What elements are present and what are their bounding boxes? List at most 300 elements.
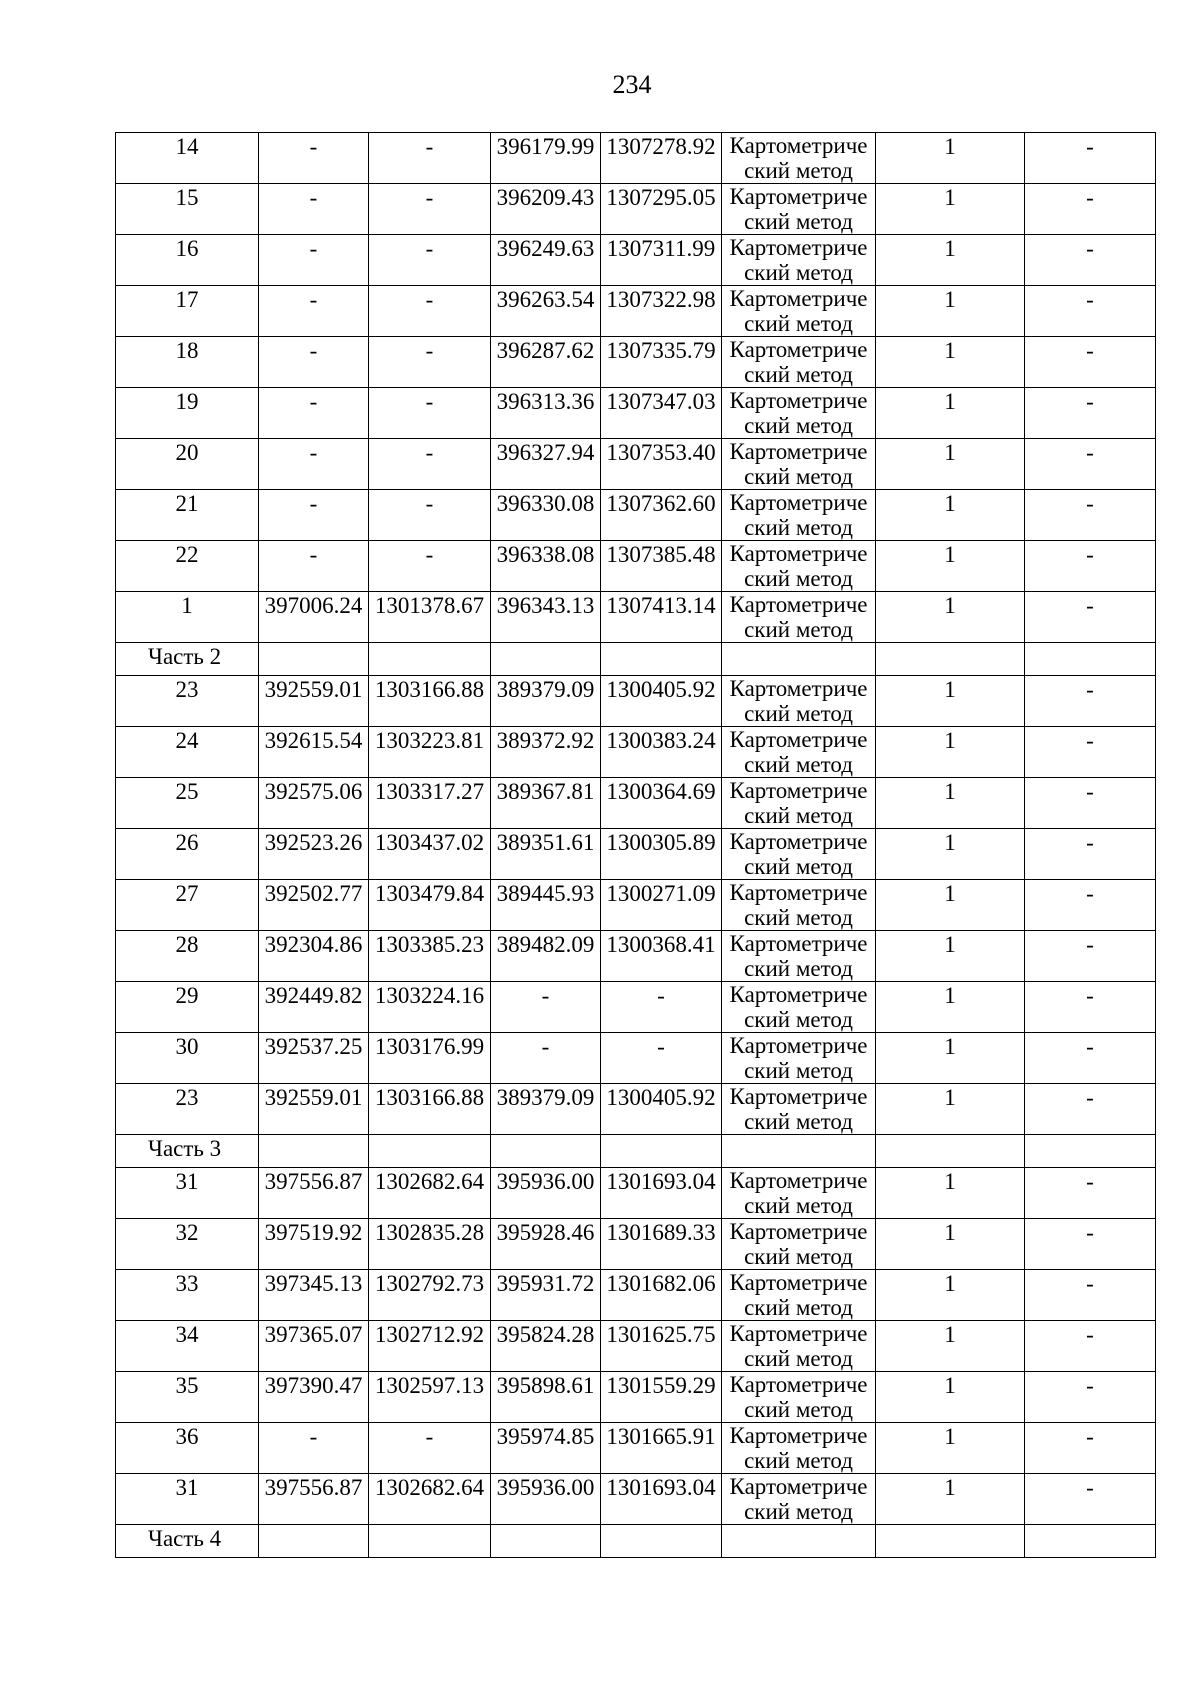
x-existing-cell: 392537.25 (259, 1033, 369, 1084)
accuracy-cell: 1 (876, 1321, 1025, 1372)
method-line1: Картометриче (729, 439, 868, 464)
y-existing-cell: 1303317.27 (369, 778, 491, 829)
empty-cell (369, 1135, 491, 1168)
y-new-cell: 1301682.06 (601, 1270, 722, 1321)
note-cell: - (1025, 133, 1156, 184)
accuracy-cell: 1 (876, 133, 1025, 184)
method-line1: Картометриче (729, 1219, 868, 1244)
accuracy-cell: 1 (876, 1474, 1025, 1525)
note-cell: - (1025, 1168, 1156, 1219)
method-line2: ский метод (744, 158, 853, 183)
method-cell (722, 880, 876, 931)
point-number-cell: 29 (116, 982, 259, 1033)
method-line1: Картометриче (729, 1033, 868, 1058)
table-row (116, 439, 1156, 490)
x-new-cell: 396313.36 (491, 388, 601, 439)
empty-cell (876, 643, 1025, 676)
method-line2: ский метод (744, 1007, 853, 1032)
point-number-cell: 28 (116, 931, 259, 982)
accuracy-cell: 1 (876, 184, 1025, 235)
part-header-row (116, 1135, 1156, 1168)
y-new-cell: 1301689.33 (601, 1219, 722, 1270)
accuracy-cell: 1 (876, 337, 1025, 388)
y-existing-cell: - (369, 541, 491, 592)
method-cell (722, 1270, 876, 1321)
method-line1: Картометриче (729, 1372, 868, 1397)
y-existing-cell: - (369, 235, 491, 286)
x-new-cell: 389372.92 (491, 727, 601, 778)
x-existing-cell: - (259, 439, 369, 490)
empty-cell (491, 1525, 601, 1558)
table-body (116, 133, 1156, 1558)
point-number-cell: 24 (116, 727, 259, 778)
point-number-cell: 31 (116, 1168, 259, 1219)
y-existing-cell: 1303176.99 (369, 1033, 491, 1084)
point-number-cell: 14 (116, 133, 259, 184)
x-existing-cell: - (259, 337, 369, 388)
point-number-cell: 1 (116, 592, 259, 643)
empty-cell (491, 643, 601, 676)
x-existing-cell: - (259, 133, 369, 184)
x-new-cell: 396287.62 (491, 337, 601, 388)
y-existing-cell: 1302835.28 (369, 1219, 491, 1270)
x-new-cell: - (491, 1033, 601, 1084)
x-existing-cell: 392559.01 (259, 676, 369, 727)
method-line1: Картометриче (729, 286, 868, 311)
method-cell (722, 184, 876, 235)
x-new-cell: 396209.43 (491, 184, 601, 235)
method-line2: ский метод (744, 260, 853, 285)
point-number-cell: 26 (116, 829, 259, 880)
method-cell (722, 286, 876, 337)
x-existing-cell: 392502.77 (259, 880, 369, 931)
y-new-cell: 1307295.05 (601, 184, 722, 235)
method-line2: ский метод (744, 362, 853, 387)
accuracy-cell: 1 (876, 1084, 1025, 1135)
method-cell (722, 1168, 876, 1219)
point-number-cell: 34 (116, 1321, 259, 1372)
note-cell: - (1025, 592, 1156, 643)
method-line1: Картометриче (729, 235, 868, 260)
method-cell (722, 439, 876, 490)
y-existing-cell: 1302712.92 (369, 1321, 491, 1372)
empty-cell (259, 1135, 369, 1168)
method-line1: Картометриче (729, 490, 868, 515)
point-number-cell: 19 (116, 388, 259, 439)
accuracy-cell: 1 (876, 439, 1025, 490)
empty-cell (722, 1525, 876, 1558)
empty-cell (722, 643, 876, 676)
method-line2: ский метод (744, 854, 853, 879)
empty-cell (722, 1135, 876, 1168)
method-cell (722, 490, 876, 541)
x-existing-cell: - (259, 286, 369, 337)
note-cell: - (1025, 286, 1156, 337)
table-row (116, 1270, 1156, 1321)
x-existing-cell: 397390.47 (259, 1372, 369, 1423)
y-existing-cell: - (369, 184, 491, 235)
point-number-cell: 17 (116, 286, 259, 337)
y-new-cell: 1300405.92 (601, 676, 722, 727)
y-new-cell: 1307311.99 (601, 235, 722, 286)
y-new-cell: 1300271.09 (601, 880, 722, 931)
note-cell: - (1025, 1033, 1156, 1084)
accuracy-cell: 1 (876, 829, 1025, 880)
y-existing-cell: 1302682.64 (369, 1474, 491, 1525)
method-line1: Картометриче (729, 1168, 868, 1193)
accuracy-cell: 1 (876, 880, 1025, 931)
empty-cell (1025, 1525, 1156, 1558)
y-new-cell: 1307278.92 (601, 133, 722, 184)
accuracy-cell: 1 (876, 1219, 1025, 1270)
x-new-cell: 395898.61 (491, 1372, 601, 1423)
note-cell: - (1025, 439, 1156, 490)
y-existing-cell: - (369, 133, 491, 184)
x-new-cell: 389445.93 (491, 880, 601, 931)
accuracy-cell: 1 (876, 1423, 1025, 1474)
method-line1: Картометриче (729, 541, 868, 566)
method-line2: ский метод (744, 1193, 853, 1218)
point-number-cell: 33 (116, 1270, 259, 1321)
x-new-cell: 396338.08 (491, 541, 601, 592)
note-cell: - (1025, 1474, 1156, 1525)
part-header-row (116, 643, 1156, 676)
y-new-cell: 1307385.48 (601, 541, 722, 592)
part-header-row (116, 1525, 1156, 1558)
x-new-cell: 396343.13 (491, 592, 601, 643)
table-row (116, 541, 1156, 592)
method-line1: Картометриче (729, 1321, 868, 1346)
point-number-cell: 36 (116, 1423, 259, 1474)
point-number-cell: 23 (116, 1084, 259, 1135)
empty-cell (259, 1525, 369, 1558)
y-existing-cell: - (369, 439, 491, 490)
empty-cell (1025, 643, 1156, 676)
table-row (116, 1168, 1156, 1219)
method-cell (722, 1033, 876, 1084)
method-cell (722, 931, 876, 982)
y-existing-cell: 1303166.88 (369, 1084, 491, 1135)
method-line1: Картометриче (729, 388, 868, 413)
note-cell: - (1025, 727, 1156, 778)
y-new-cell: 1307347.03 (601, 388, 722, 439)
method-line2: ский метод (744, 905, 853, 930)
method-cell (722, 982, 876, 1033)
method-line2: ский метод (744, 566, 853, 591)
y-new-cell: 1307413.14 (601, 592, 722, 643)
note-cell: - (1025, 235, 1156, 286)
method-line2: ский метод (744, 752, 853, 777)
method-line1: Картометриче (729, 829, 868, 854)
y-existing-cell: 1303479.84 (369, 880, 491, 931)
x-new-cell: 395974.85 (491, 1423, 601, 1474)
x-existing-cell: - (259, 388, 369, 439)
x-existing-cell: 397365.07 (259, 1321, 369, 1372)
method-line2: ский метод (744, 1244, 853, 1269)
method-line1: Картометриче (729, 1084, 868, 1109)
point-number-cell: 18 (116, 337, 259, 388)
accuracy-cell: 1 (876, 1270, 1025, 1321)
method-line1: Картометриче (729, 592, 868, 617)
x-new-cell: 395928.46 (491, 1219, 601, 1270)
method-line1: Картометриче (729, 778, 868, 803)
point-number-cell: 25 (116, 778, 259, 829)
empty-cell (601, 643, 722, 676)
method-line2: ский метод (744, 515, 853, 540)
table-row (116, 1423, 1156, 1474)
table-row (116, 829, 1156, 880)
accuracy-cell: 1 (876, 778, 1025, 829)
x-new-cell: 396330.08 (491, 490, 601, 541)
method-line1: Картометриче (729, 337, 868, 362)
note-cell: - (1025, 1372, 1156, 1423)
accuracy-cell: 1 (876, 235, 1025, 286)
point-number-cell: 20 (116, 439, 259, 490)
y-new-cell: 1301693.04 (601, 1168, 722, 1219)
y-new-cell: 1300305.89 (601, 829, 722, 880)
note-cell: - (1025, 1270, 1156, 1321)
table-row (116, 931, 1156, 982)
method-cell (722, 1219, 876, 1270)
table-row (116, 184, 1156, 235)
method-cell (722, 337, 876, 388)
method-line2: ский метод (744, 701, 853, 726)
y-existing-cell: - (369, 388, 491, 439)
point-number-cell: 32 (116, 1219, 259, 1270)
y-new-cell: 1301665.91 (601, 1423, 722, 1474)
note-cell: - (1025, 1084, 1156, 1135)
y-new-cell: 1300383.24 (601, 727, 722, 778)
method-cell (722, 1372, 876, 1423)
method-line1: Картометриче (729, 184, 868, 209)
y-new-cell: - (601, 1033, 722, 1084)
method-line1: Картометриче (729, 676, 868, 701)
method-line2: ский метод (744, 464, 853, 489)
method-line2: ский метод (744, 1448, 853, 1473)
method-line2: ский метод (744, 1295, 853, 1320)
y-existing-cell: 1302682.64 (369, 1168, 491, 1219)
table-row (116, 337, 1156, 388)
accuracy-cell: 1 (876, 931, 1025, 982)
y-new-cell: - (601, 982, 722, 1033)
accuracy-cell: 1 (876, 592, 1025, 643)
y-existing-cell: 1303437.02 (369, 829, 491, 880)
note-cell: - (1025, 490, 1156, 541)
table-row (116, 592, 1156, 643)
accuracy-cell: 1 (876, 1033, 1025, 1084)
empty-cell (491, 1135, 601, 1168)
empty-cell (369, 1525, 491, 1558)
y-existing-cell: 1303385.23 (369, 931, 491, 982)
method-cell (722, 829, 876, 880)
point-number-cell: 31 (116, 1474, 259, 1525)
y-new-cell: 1307353.40 (601, 439, 722, 490)
method-line2: ский метод (744, 1499, 853, 1524)
y-new-cell: 1301625.75 (601, 1321, 722, 1372)
y-existing-cell: 1301378.67 (369, 592, 491, 643)
x-new-cell: 395931.72 (491, 1270, 601, 1321)
y-existing-cell: 1303166.88 (369, 676, 491, 727)
x-existing-cell: 397345.13 (259, 1270, 369, 1321)
table-row (116, 982, 1156, 1033)
table-row (116, 490, 1156, 541)
table-row (116, 727, 1156, 778)
y-existing-cell: - (369, 337, 491, 388)
method-cell (722, 592, 876, 643)
table-row (116, 286, 1156, 337)
method-line1: Картометриче (729, 727, 868, 752)
y-existing-cell: - (369, 490, 491, 541)
y-new-cell: 1301693.04 (601, 1474, 722, 1525)
method-line2: ский метод (744, 209, 853, 234)
x-new-cell: 389379.09 (491, 676, 601, 727)
method-cell (722, 727, 876, 778)
note-cell: - (1025, 337, 1156, 388)
y-new-cell: 1300368.41 (601, 931, 722, 982)
x-existing-cell: 392559.01 (259, 1084, 369, 1135)
y-existing-cell: - (369, 286, 491, 337)
method-cell (722, 133, 876, 184)
y-existing-cell: 1302597.13 (369, 1372, 491, 1423)
point-number-cell: 22 (116, 541, 259, 592)
y-new-cell: 1307362.60 (601, 490, 722, 541)
x-new-cell: 389351.61 (491, 829, 601, 880)
x-existing-cell: - (259, 184, 369, 235)
method-line1: Картометриче (729, 1423, 868, 1448)
x-existing-cell: - (259, 235, 369, 286)
x-existing-cell: 397556.87 (259, 1168, 369, 1219)
x-existing-cell: 392523.26 (259, 829, 369, 880)
x-new-cell: 395824.28 (491, 1321, 601, 1372)
method-line1: Картометриче (729, 880, 868, 905)
empty-cell (259, 643, 369, 676)
x-new-cell: 396249.63 (491, 235, 601, 286)
method-cell (722, 388, 876, 439)
method-cell (722, 1084, 876, 1135)
y-existing-cell: 1303224.16 (369, 982, 491, 1033)
y-new-cell: 1301559.29 (601, 1372, 722, 1423)
point-number-cell: 35 (116, 1372, 259, 1423)
method-cell (722, 778, 876, 829)
method-line2: ский метод (744, 1346, 853, 1371)
accuracy-cell: 1 (876, 388, 1025, 439)
y-new-cell: 1307322.98 (601, 286, 722, 337)
coordinates-table (115, 132, 1156, 1558)
x-existing-cell: 397519.92 (259, 1219, 369, 1270)
part-label: Часть 3 (116, 1135, 259, 1168)
x-new-cell: 396179.99 (491, 133, 601, 184)
point-number-cell: 15 (116, 184, 259, 235)
method-line1: Картометриче (729, 931, 868, 956)
x-new-cell: - (491, 982, 601, 1033)
method-cell (722, 1474, 876, 1525)
note-cell: - (1025, 541, 1156, 592)
x-existing-cell: 392304.86 (259, 931, 369, 982)
table-row (116, 1033, 1156, 1084)
y-existing-cell: 1302792.73 (369, 1270, 491, 1321)
x-existing-cell: 397006.24 (259, 592, 369, 643)
point-number-cell: 16 (116, 235, 259, 286)
x-existing-cell: - (259, 541, 369, 592)
empty-cell (1025, 1135, 1156, 1168)
note-cell: - (1025, 1321, 1156, 1372)
accuracy-cell: 1 (876, 541, 1025, 592)
x-existing-cell: 392449.82 (259, 982, 369, 1033)
empty-cell (876, 1525, 1025, 1558)
x-existing-cell: 392575.06 (259, 778, 369, 829)
y-existing-cell: - (369, 1423, 491, 1474)
x-new-cell: 395936.00 (491, 1474, 601, 1525)
method-cell (722, 1321, 876, 1372)
method-cell (722, 1423, 876, 1474)
point-number-cell: 27 (116, 880, 259, 931)
note-cell: - (1025, 778, 1156, 829)
table-row (116, 1321, 1156, 1372)
x-new-cell: 396327.94 (491, 439, 601, 490)
x-new-cell: 396263.54 (491, 286, 601, 337)
x-new-cell: 395936.00 (491, 1168, 601, 1219)
note-cell: - (1025, 1219, 1156, 1270)
accuracy-cell: 1 (876, 1372, 1025, 1423)
part-label: Часть 2 (116, 643, 259, 676)
point-number-cell: 21 (116, 490, 259, 541)
method-line2: ский метод (744, 617, 853, 642)
note-cell: - (1025, 676, 1156, 727)
method-line1: Картометриче (729, 133, 868, 158)
method-line2: ский метод (744, 1109, 853, 1134)
y-new-cell: 1300405.92 (601, 1084, 722, 1135)
note-cell: - (1025, 880, 1156, 931)
x-new-cell: 389379.09 (491, 1084, 601, 1135)
y-new-cell: 1300364.69 (601, 778, 722, 829)
point-number-cell: 23 (116, 676, 259, 727)
method-line2: ский метод (744, 311, 853, 336)
part-label: Часть 4 (116, 1525, 259, 1558)
accuracy-cell: 1 (876, 286, 1025, 337)
note-cell: - (1025, 1423, 1156, 1474)
table-row (116, 388, 1156, 439)
method-cell (722, 235, 876, 286)
method-line2: ский метод (744, 803, 853, 828)
table-row (116, 1372, 1156, 1423)
x-new-cell: 389367.81 (491, 778, 601, 829)
accuracy-cell: 1 (876, 727, 1025, 778)
x-existing-cell: 392615.54 (259, 727, 369, 778)
empty-cell (876, 1135, 1025, 1168)
method-line1: Картометриче (729, 982, 868, 1007)
x-existing-cell: - (259, 490, 369, 541)
accuracy-cell: 1 (876, 676, 1025, 727)
table-row (116, 1474, 1156, 1525)
method-cell (722, 676, 876, 727)
note-cell: - (1025, 931, 1156, 982)
method-line2: ский метод (744, 1397, 853, 1422)
method-line2: ский метод (744, 956, 853, 981)
page-number: 234 (612, 70, 652, 99)
method-line1: Картометриче (729, 1270, 868, 1295)
table-row (116, 133, 1156, 184)
x-new-cell: 389482.09 (491, 931, 601, 982)
empty-cell (601, 1525, 722, 1558)
accuracy-cell: 1 (876, 982, 1025, 1033)
method-line1: Картометриче (729, 1474, 868, 1499)
y-existing-cell: 1303223.81 (369, 727, 491, 778)
table-row (116, 676, 1156, 727)
note-cell: - (1025, 829, 1156, 880)
table-row (116, 235, 1156, 286)
accuracy-cell: 1 (876, 1168, 1025, 1219)
y-new-cell: 1307335.79 (601, 337, 722, 388)
